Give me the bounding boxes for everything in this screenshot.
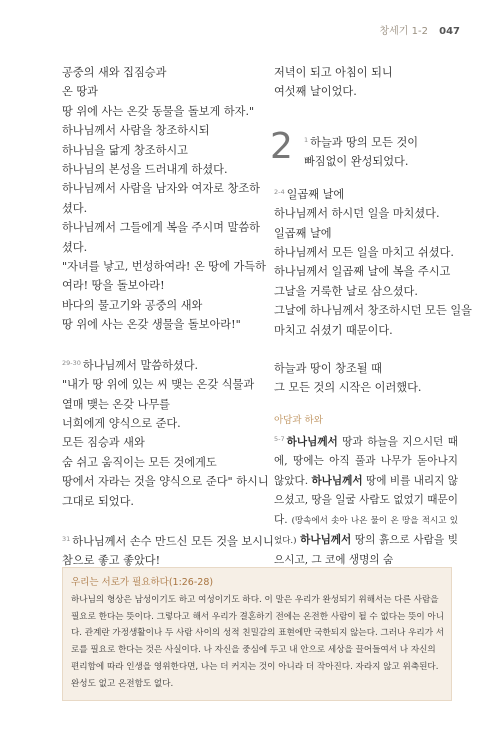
verse-29-30: $^{29-30}$ 하나님께서 말씀하셨다. <box>62 358 199 372</box>
verse-line: 하나님을 닮게 창조하시고 <box>62 143 188 157</box>
verse-line: 땅 위에 사는 온갖 동물을 돌보게 하자." <box>62 104 255 118</box>
verse-line: 너희에게 양식으로 준다. <box>62 416 181 430</box>
verse-line: 하나님께서 그들에게 복을 주시며 말씀하 <box>62 221 260 235</box>
verse-line: 그날을 거룩한 날로 삼으셨다. <box>274 284 418 298</box>
right-column <box>270 63 472 571</box>
running-header <box>379 22 460 37</box>
verse-line: 모든 짐승과 새와 <box>62 436 145 450</box>
verse-number: 29-30 <box>62 358 81 367</box>
verse-line: 그 모든 것의 시작은 이러했다. <box>274 381 422 395</box>
verse-31: $^{31}$ 하나님께서 손수 만드신 모든 것을 보시니 <box>62 534 274 548</box>
verse-line: 하나님께서 사람을 창조하시되 <box>62 124 210 138</box>
verse-5-7-paragraph: $^{5-7}$ 하나님께서 땅과 하늘을 지으시던 때에, 땅에는 아직 풀과 나무가 돋아나지 않았다. 하나님께서 땅에 비를 내리지 않으셨고, 땅을 일굴 사람도 없었기 때문이다. (땅속에서 솟아 나온 물이 온 땅을 적시고 있었다.) 하나님께서 땅의 흙으로 사람을 빚으시고, 그 코에 생명의 숨 <box>274 434 459 567</box>
verse-line: 셨다. <box>62 240 88 254</box>
verse-1: $^1$ 하늘과 땅의 모든 것이 <box>304 135 419 149</box>
verse-line: 땅 위에 사는 온갖 생물을 돌보아라!" <box>62 318 241 332</box>
parenthetical-note: (땅속에서 솟아 나온 물이 온 땅을 적시고 있었다.) <box>274 515 458 546</box>
verse-line: 하나님의 본성을 드러내게 하셨다. <box>62 163 228 177</box>
verse-line: 온 땅과 <box>62 85 98 99</box>
verse-line: 여섯째 날이었다. <box>274 85 357 99</box>
commentary-box <box>62 567 452 701</box>
verse-number: 2-4 <box>274 187 285 196</box>
verse-line: 셨다. <box>62 201 88 215</box>
commentary-line: 편리함에 따라 인생을 영위한다면, 나는 더 커지는 것이 아니라 더 작아진다. 자라지 않고 위축된다. <box>71 661 439 672</box>
section-title: 아담과 하와 <box>274 414 323 426</box>
verse-line: 일곱째 날에 <box>274 226 332 240</box>
verse-line: 열매 맺는 온갖 나무를 <box>62 397 170 411</box>
verse-line: 저녁이 되고 아침이 되니 <box>274 66 393 79</box>
verse-line: 그날에 하나님께서 창조하시던 모든 일을 <box>274 304 472 318</box>
verse-line: 마치고 쉬셨기 때문이다. <box>274 323 393 337</box>
verse-line: 바다의 물고기와 공중의 새와 <box>62 298 203 312</box>
verse-line: 숨 쉬고 움직이는 모든 것에게도 <box>62 455 217 469</box>
verse-line: 하나님께서 일곱째 날에 복을 주시고 <box>274 265 451 279</box>
chapter-number: 2 <box>270 125 293 167</box>
verse-number: 31 <box>62 534 71 543</box>
verse-line: 하늘과 땅이 창조될 때 <box>274 362 382 376</box>
verse-line: 여라! 땅을 돌보아라! <box>62 279 165 293</box>
verse-line: 하나님께서 하시던 일을 마치셨다. <box>274 207 440 221</box>
commentary-line: 완성도 없고 온전함도 없다. <box>71 678 174 689</box>
verse-line: 그대로 되었다. <box>62 494 134 508</box>
commentary-reference: (1:26-28) <box>168 577 214 588</box>
verse-line: 참으로 좋고 좋았다! <box>62 554 161 568</box>
commentary-line: 로를 필요로 한다는 것은 사실이다. 나 자신을 중심에 두고 내 안으로 세상을 끌어들여서 나 자신의 <box>71 645 436 656</box>
commentary-title: 우리는 서로가 필요하다(1:26-28) <box>71 577 214 588</box>
verse-line: "자녀를 낳고, 번성하여라! 온 땅에 가득하 <box>62 260 266 274</box>
verse-number: 1 <box>304 135 309 144</box>
verse-line: "내가 땅 위에 있는 씨 맺는 온갖 식물과 <box>62 378 255 392</box>
commentary-line: 하나님의 형상은 남성이기도 하고 여성이기도 하다. 이 말은 우리가 완성되기 위해서는 다른 사람을 <box>71 595 439 605</box>
left-column <box>62 63 274 571</box>
verse-number: 5-7 <box>274 434 285 443</box>
verse-line: 공중의 새와 집짐승과 <box>62 66 167 79</box>
verse-line: 빠짐없이 완성되었다. <box>304 155 409 169</box>
verse-2-4: $^{2-4}$ 일곱째 날에 <box>274 187 345 201</box>
verse-line: 하나님께서 사람을 남자와 여자로 창조하 <box>62 182 260 196</box>
commentary-line: 필요로 한다는 뜻이다. 그렇다고 해서 우리가 결혼하기 전에는 온전한 사람이 될 수 없다는 뜻이 아니 <box>71 611 445 622</box>
page-number: 047 <box>439 26 460 37</box>
book-chapter-label: 창세기 1-2 <box>379 26 428 37</box>
verse-line: 땅에서 자라는 것을 양식으로 준다" 하시니 <box>62 475 269 489</box>
chapter-2-opening <box>270 125 458 173</box>
commentary-line: 다. 관계란 가정생활이나 두 사람 사이의 성적 친밀감의 표현에만 국한되지 않는다. 그러나 우리가 서 <box>71 628 445 639</box>
verse-line: 하나님께서 모든 일을 마치고 쉬셨다. <box>274 246 454 260</box>
